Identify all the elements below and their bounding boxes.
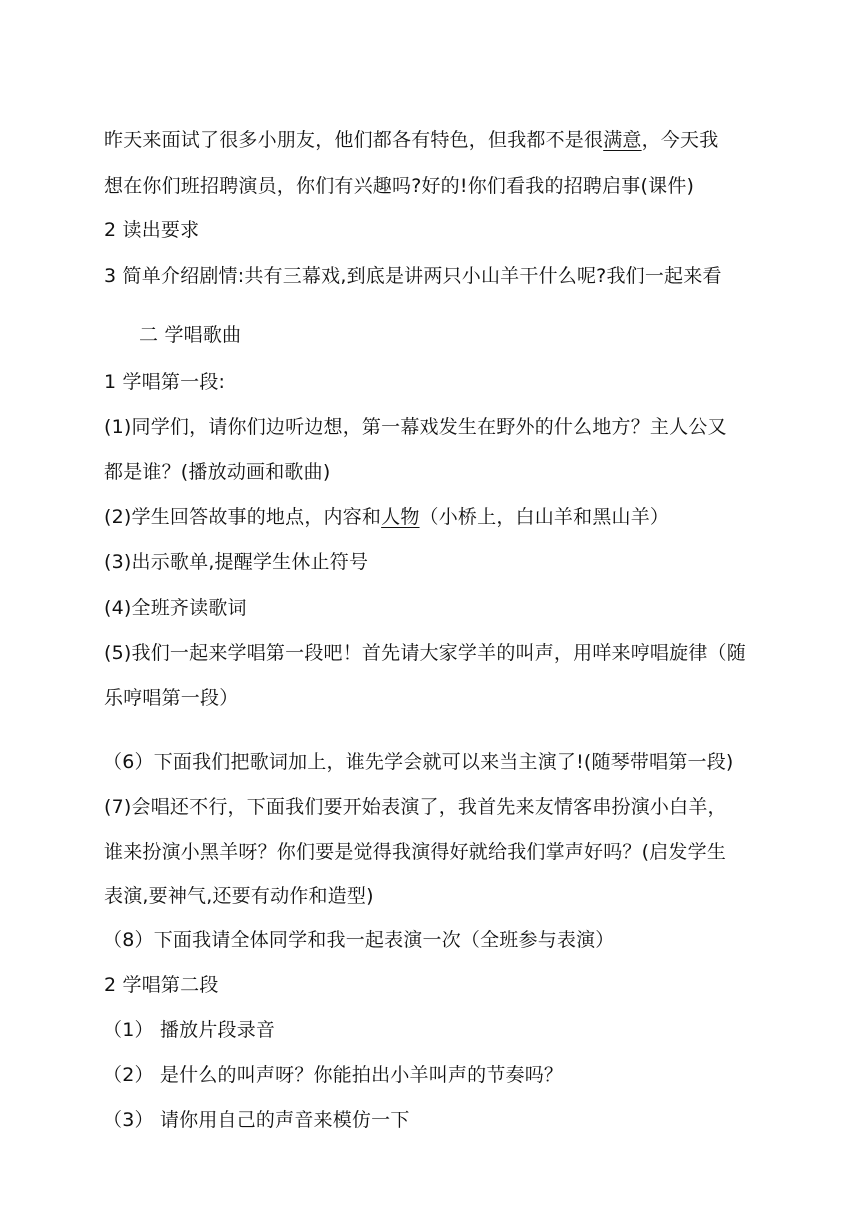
list-item: (7)会唱还不行，下面我们要开始表演了，我首先来友情客串扮演小白羊， — [104, 796, 727, 818]
text-run: (2)学生回答故事的地点，内容和 — [104, 506, 382, 528]
paragraph-line: 谁来扮演小黑羊呀？你们要是觉得我演得好就给我们掌声好吗？(启发学生 — [104, 841, 727, 863]
paragraph-line: 乐哼唱第一段） — [104, 687, 239, 709]
subsection-heading: 2 学唱第二段 — [104, 974, 219, 996]
list-item: （6）下面我们把歌词加上，谁先学会就可以来当主演了!(随琴带唱第一段) — [103, 751, 734, 773]
list-item — [104, 505, 669, 529]
text-run: （小桥上，白山羊和黑山羊） — [419, 506, 670, 528]
list-item: 2 读出要求 — [104, 219, 200, 241]
underlined-word: 人物 — [381, 506, 420, 528]
paragraph-line — [104, 128, 718, 152]
list-item: (3)出示歌单,提醒学生休止符号 — [104, 551, 369, 573]
list-item: （3） 请你用自己的声音来模仿一下 — [103, 1109, 410, 1131]
subsection-heading: 1 学唱第一段: — [104, 371, 226, 393]
list-item: 3 简单介绍剧情:共有三幕戏,到底是讲两只小山羊干什么呢?我们一起来看 — [104, 265, 722, 287]
list-item: （8）下面我请全体同学和我一起表演一次（全班参与表演） — [103, 929, 615, 951]
text-run: ，今天我 — [641, 129, 719, 151]
underlined-word: 满意 — [603, 129, 642, 151]
list-item: （2） 是什么的叫声呀？你能拍出小羊叫声的节奏吗？ — [103, 1064, 564, 1086]
paragraph-line: 表演,要神气,还要有动作和造型) — [104, 885, 374, 907]
paragraph-line: 想在你们班招聘演员，你们有兴趣吗?好的!你们看我的招聘启事(课件) — [104, 175, 695, 197]
list-item: (4)全班齐读歌词 — [104, 597, 247, 619]
list-item: (1)同学们，请你们边听边想，第一幕戏发生在野外的什么地方？主人公又 — [104, 416, 727, 438]
section-heading: 二 学唱歌曲 — [139, 324, 242, 346]
text-run: 昨天来面试了很多小朋友，他们都各有特色，但我都不是很 — [104, 129, 604, 151]
list-item: (5)我们一起来学唱第一段吧！首先请大家学羊的叫声，用咩来哼唱旋律（随 — [104, 642, 746, 664]
paragraph-line: 都是谁？(播放动画和歌曲) — [104, 461, 331, 483]
list-item: （1） 播放片段录音 — [103, 1019, 276, 1041]
